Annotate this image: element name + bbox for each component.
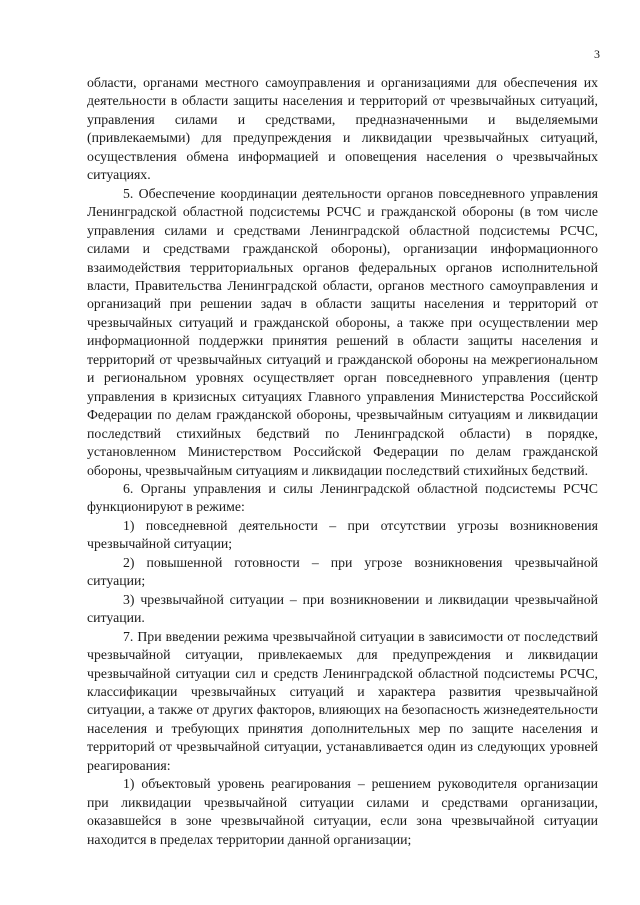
paragraph-item-5: 5. Обеспечение координации деятельности органов повседневного управления Ленинградской областной подсистемы РСЧС и гражданской обороны (в том числе управления силами и средствами Ленинградской областной подсистемы РСЧС, силами и средствами гражданской обороны), организации информационного взаимодействия территориальных органов федеральных органов исполнительной власти, Правительства Ленинградской области, органов местного самоуправления и организаций при решении задач в области защиты населения и территорий от чрезвычайных ситуаций и гражданской обороны, а также при осуществлении мер информационной поддержки принятия решений в области защиты населения и территорий от чрезвычайных ситуаций и гражданской обороны на межрегиональном и региональном уровнях осуществляет орган повседневного управления (центр управления в кризисных ситуациях Главного управления Министерства Российской Федерации по делам гражданской обороны, чрезвычайным ситуациям и ликвидации последствий стихийных бедствий по Ленинградской области) в порядке, установленном Министерством Российской Федерации по делам гражданской обороны, чрезвычайным ситуациям и ликвидации последствий стихийных бедствий. xyxy=(87,185,598,478)
page-number: 3 xyxy=(594,47,600,61)
paragraph-item-6-1: 1) повседневной деятельности – при отсутствии угрозы возникновения чрезвычайной ситуации; xyxy=(87,517,598,552)
paragraph-item-6-2: 2) повышенной готовности – при угрозе возникновения чрезвычайной ситуации; xyxy=(87,554,598,589)
paragraph-item-6-3: 3) чрезвычайной ситуации – при возникновении и ликвидации чрезвычайной ситуации. xyxy=(87,591,598,626)
paragraph-item-7: 7. При введении режима чрезвычайной ситуации в зависимости от последствий чрезвычайной ситуации, привлекаемых для предупреждения и ликвидации чрезвычайной ситуации сил и средств Ленинградской областной подсистемы РСЧС, классификации чрезвычайных ситуаций и характера развития чрезвычайной ситуации, а также от других факторов, влияющих на безопасность жизнедеятельности населения и требующих принятия дополнительных мер по защите населения и территорий от чрезвычайной ситуации, устанавливается один из следующих уровней реагирования: xyxy=(87,628,598,773)
paragraph-continuation: области, органами местного самоуправления и организациями для обеспечения их деятельности в области защиты населения и территорий от чрезвычайных ситуаций, управления силами и средствами, предназначенными и выделяемыми (привлекаемыми) для предупреждения и ликвидации чрезвычайных ситуаций, осуществления обмена информацией и оповещения населения о чрезвычайных ситуациях. xyxy=(87,75,598,183)
paragraph-item-6: 6. Органы управления и силы Ленинградской областной подсистемы РСЧС функционируют в режиме: xyxy=(87,480,598,515)
paragraph-item-7-1: 1) объектовый уровень реагирования – решением руководителя организации при ликвидации чрезвычайной ситуации силами и средствами организации, оказавшейся в зоне чрезвычайной ситуации, если зона чрезвычайной ситуации находится в пределах территории данной организации; xyxy=(87,776,598,847)
document-body xyxy=(87,74,598,849)
